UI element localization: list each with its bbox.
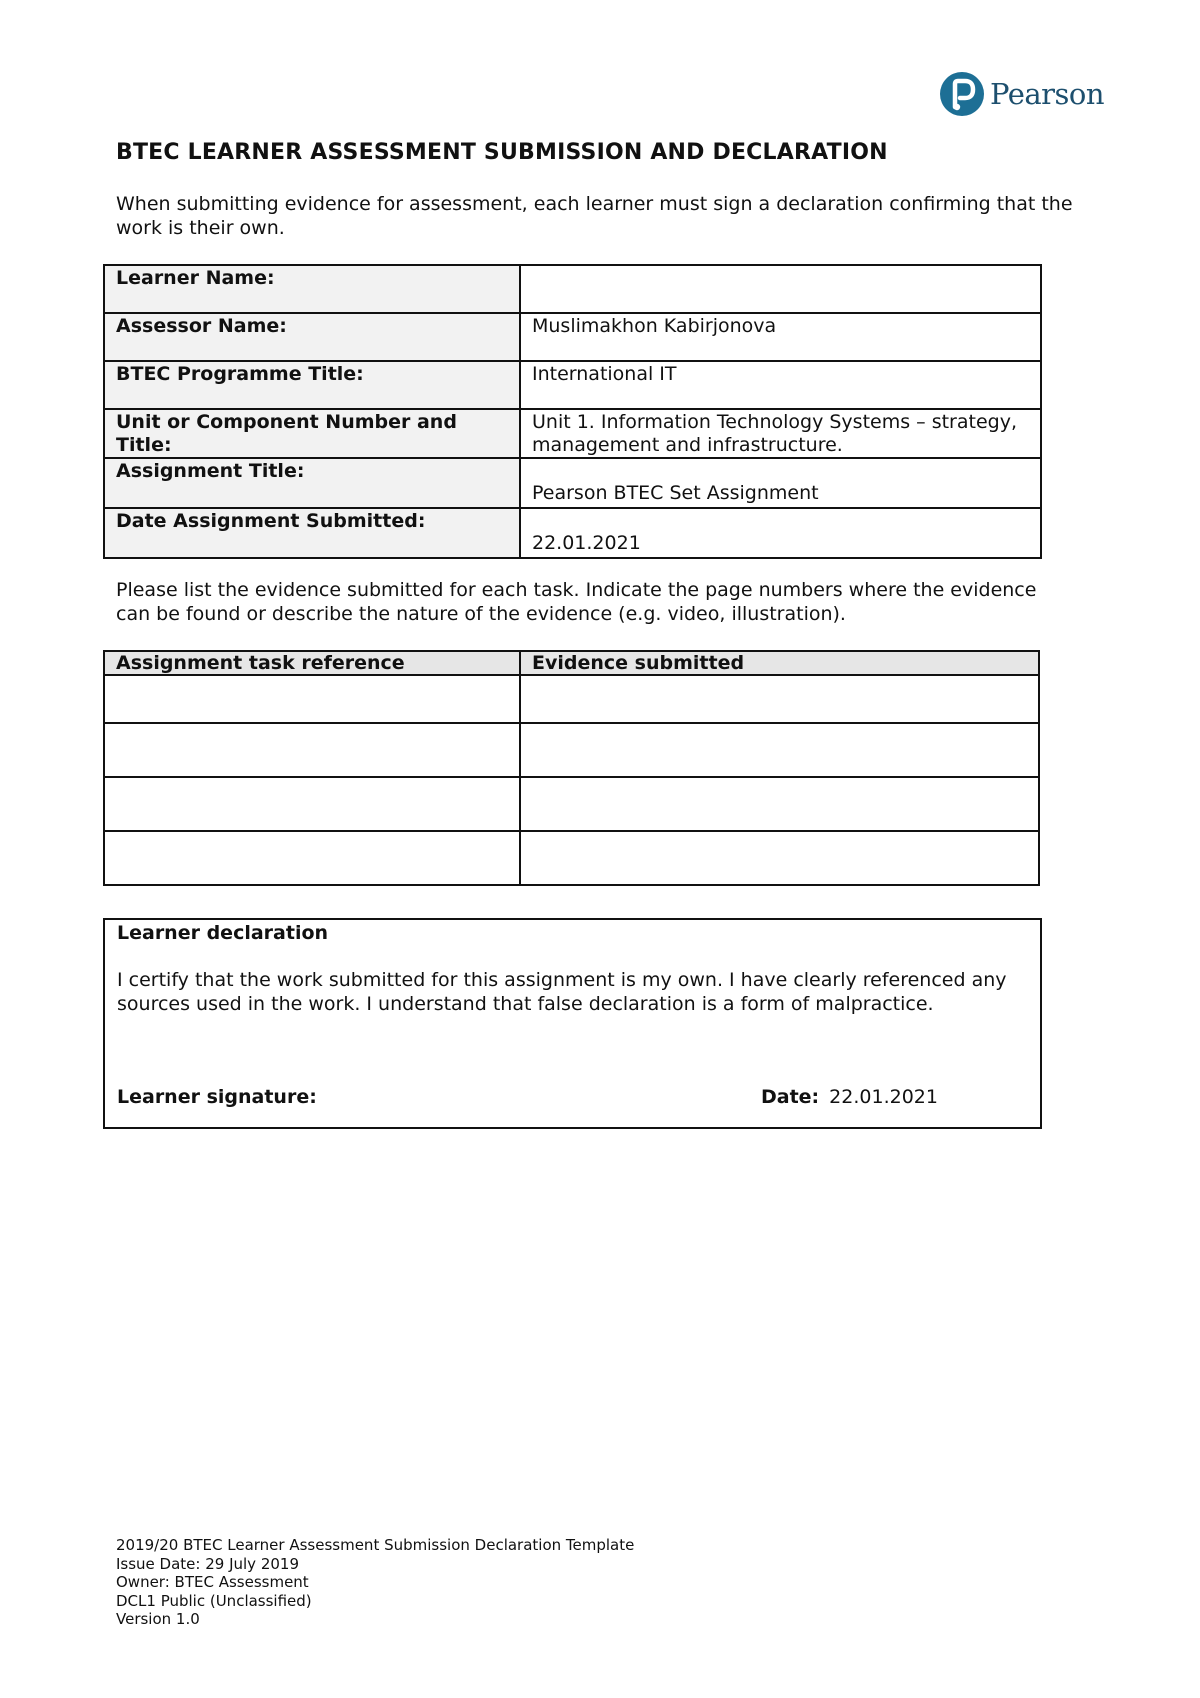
pearson-logo	[940, 72, 1104, 116]
table-row	[104, 723, 1039, 777]
assignment-title-label: Assignment Title:	[104, 458, 520, 508]
pearson-p-icon	[940, 72, 984, 116]
footer-template-name: 2019/20 BTEC Learner Assessment Submission Declaration Template	[116, 1536, 635, 1554]
date-label: Date:	[761, 1086, 820, 1108]
column-header-task: Assignment task reference	[104, 651, 520, 675]
task-reference-cell[interactable]	[104, 831, 520, 885]
declaration-heading: Learner declaration	[117, 922, 329, 944]
declaration-date	[761, 1086, 938, 1108]
learner-name-label: Learner Name:	[104, 265, 520, 313]
date-value[interactable]: 22.01.2021	[829, 1086, 938, 1108]
signature-label: Learner signature:	[117, 1086, 317, 1108]
footer-version: Version 1.0	[116, 1610, 200, 1628]
learner-declaration-box	[103, 918, 1042, 1129]
evidence-cell[interactable]	[520, 675, 1039, 723]
unit-title-field[interactable]: Unit 1. Information Technology Systems – strategy, management and infrastructure.	[520, 409, 1041, 458]
table-row	[104, 361, 1041, 409]
document-footer	[116, 1536, 634, 1629]
task-reference-cell[interactable]	[104, 777, 520, 831]
table-row	[104, 777, 1039, 831]
table-row	[104, 265, 1041, 313]
learner-info-table	[103, 264, 1042, 559]
assessor-name-field[interactable]: Muslimakhon Kabirjonova	[520, 313, 1041, 361]
footer-owner: Owner: BTEC Assessment	[116, 1573, 309, 1591]
task-reference-cell[interactable]	[104, 675, 520, 723]
learner-name-field[interactable]	[520, 265, 1041, 313]
assignment-title-field[interactable]: Pearson BTEC Set Assignment	[520, 458, 1041, 508]
table-header-row	[104, 651, 1039, 675]
programme-title-field[interactable]: International IT	[520, 361, 1041, 409]
brand-name: Pearson	[990, 77, 1105, 111]
footer-issue-date: Issue Date: 29 July 2019	[116, 1554, 300, 1573]
assessor-name-label: Assessor Name:	[104, 313, 520, 361]
table-row	[104, 508, 1041, 558]
footer-classification: DCL1 Public (Unclassified)	[116, 1591, 312, 1610]
declaration-text: I certify that the work submitted for this assignment is my own. I have clearly referenced any sources used in the work. I understand that false declaration is a form of malpractice.	[117, 969, 1007, 1015]
date-submitted-label: Date Assignment Submitted:	[104, 508, 520, 558]
evidence-table	[103, 650, 1040, 886]
column-header-evidence: Evidence submitted	[520, 651, 1039, 675]
evidence-cell[interactable]	[520, 777, 1039, 831]
unit-title-label: Unit or Component Number and Title:	[104, 409, 520, 458]
table-row	[104, 313, 1041, 361]
table-row	[104, 409, 1041, 458]
date-submitted-field[interactable]: 22.01.2021	[520, 508, 1041, 558]
evidence-cell[interactable]	[520, 831, 1039, 885]
table-row	[104, 831, 1039, 885]
table-row	[104, 675, 1039, 723]
evidence-instructions: Please list the evidence submitted for each task. Indicate the page numbers where the evidence can be found or describe the nature of the evidence (e.g. video, illustration).	[116, 579, 1037, 625]
task-reference-cell[interactable]	[104, 723, 520, 777]
evidence-cell[interactable]	[520, 723, 1039, 777]
table-row	[104, 458, 1041, 508]
intro-text: When submitting evidence for assessment, each learner must sign a declaration confirming that the work is their own.	[116, 193, 1073, 239]
page-title: BTEC LEARNER ASSESSMENT SUBMISSION AND DECLARATION	[116, 140, 888, 165]
programme-title-label: BTEC Programme Title:	[104, 361, 520, 409]
